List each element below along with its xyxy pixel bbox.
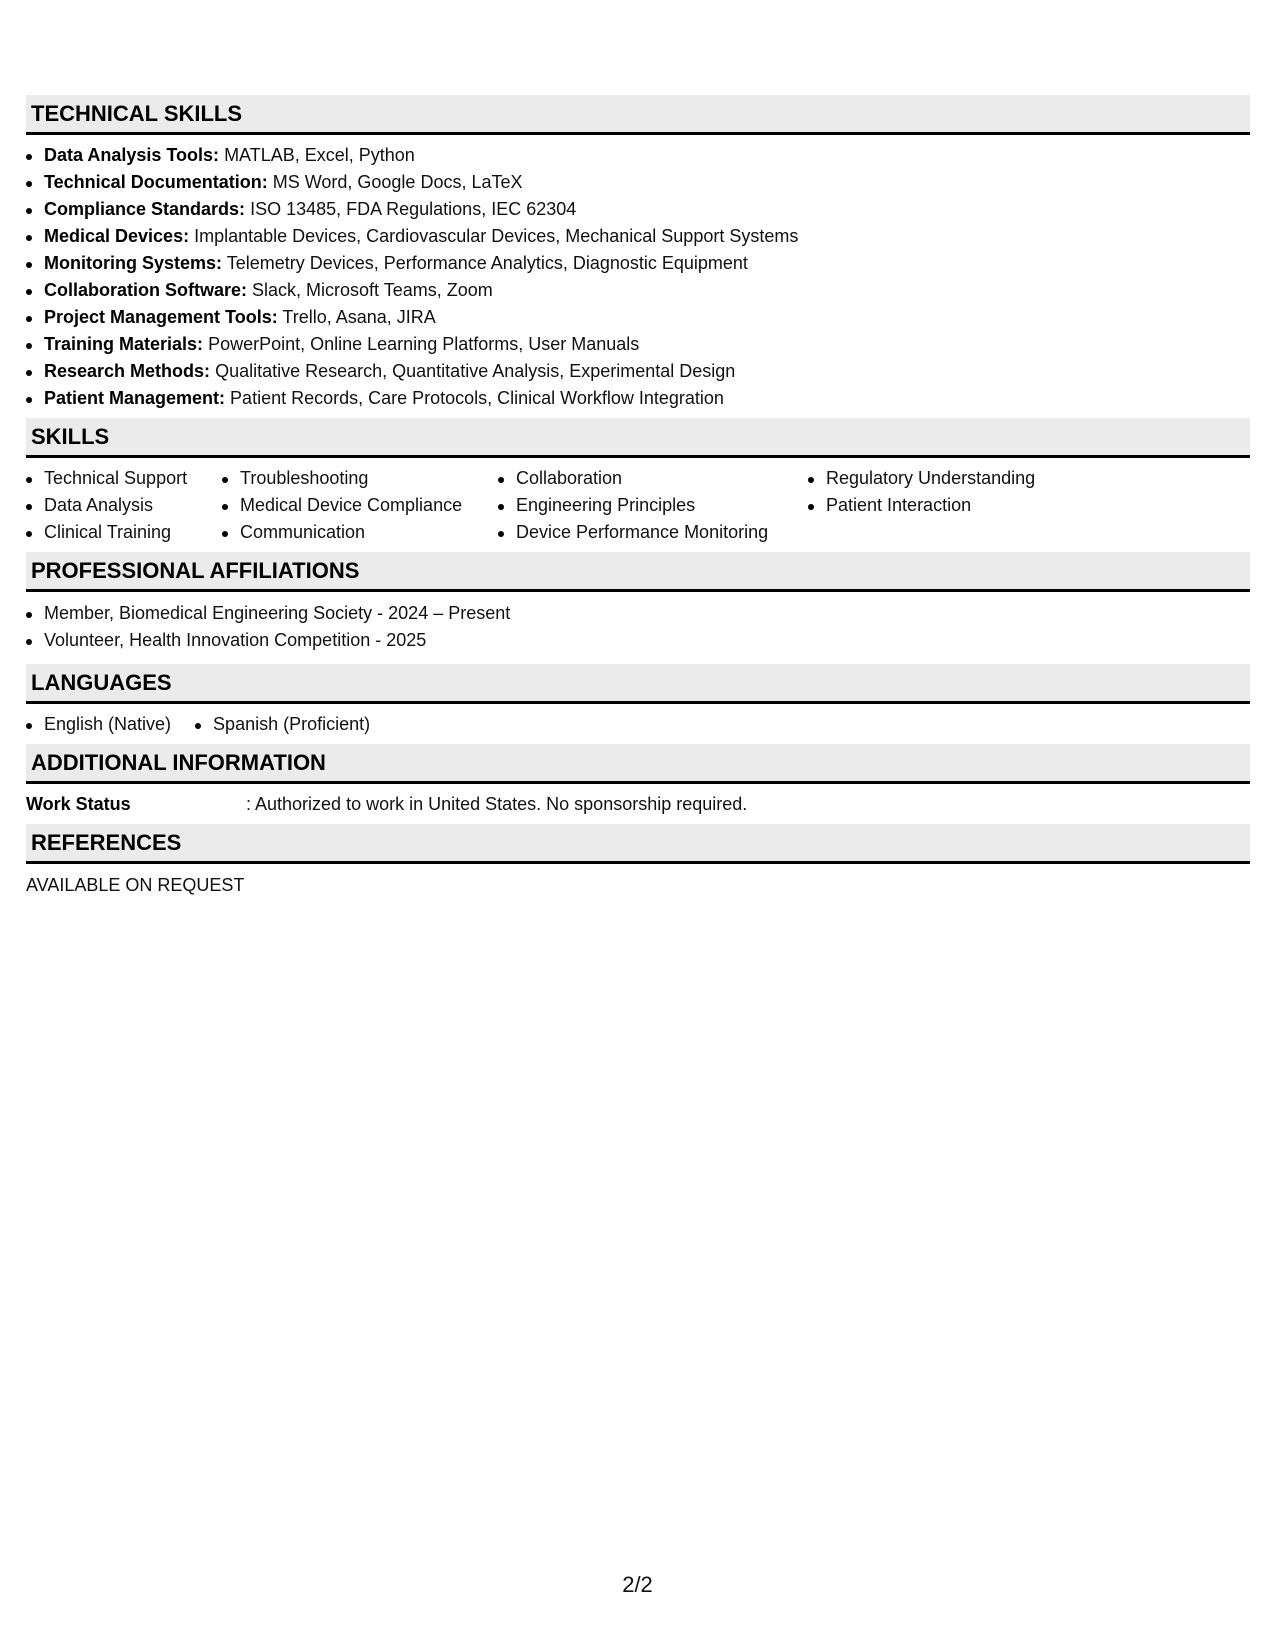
languages-list bbox=[26, 704, 1250, 744]
technical-skills-section bbox=[26, 95, 1250, 418]
list-item: Volunteer, Health Innovation Competition - 2025 bbox=[26, 627, 1250, 654]
affiliations-section bbox=[26, 552, 1250, 664]
skill-category-value: MATLAB, Excel, Python bbox=[224, 145, 415, 165]
skill-category-label: Project Management Tools: bbox=[44, 307, 278, 327]
skill-category-label: Monitoring Systems: bbox=[44, 253, 223, 273]
list-item bbox=[26, 385, 1250, 412]
page-number: 2/2 bbox=[622, 1572, 653, 1597]
technical-skills-heading: TECHNICAL SKILLS bbox=[26, 95, 1250, 135]
list-item bbox=[26, 223, 1250, 250]
references-section bbox=[26, 824, 1250, 899]
list-item: Engineering Principles bbox=[498, 492, 788, 519]
technical-skills-list bbox=[26, 135, 1250, 418]
list-item: Data Analysis bbox=[26, 492, 204, 519]
skill-category-label: Training Materials: bbox=[44, 334, 204, 354]
additional-info-heading: ADDITIONAL INFORMATION bbox=[26, 744, 1250, 784]
list-item bbox=[26, 142, 1250, 169]
skill-category-label: Compliance Standards: bbox=[44, 199, 246, 219]
skill-category-value: Patient Records, Care Protocols, Clinical Workflow Integration bbox=[230, 388, 724, 408]
skill-category-value: PowerPoint, Online Learning Platforms, User Manuals bbox=[208, 334, 640, 354]
skill-category-label: Medical Devices: bbox=[44, 226, 190, 246]
skill-category-value: Telemetry Devices, Performance Analytics, Diagnostic Equipment bbox=[226, 253, 748, 273]
list-item: Technical Support bbox=[26, 465, 204, 492]
list-item: Medical Device Compliance bbox=[222, 492, 478, 519]
references-text: AVAILABLE ON REQUEST bbox=[26, 875, 245, 895]
skill-category-value: ISO 13485, FDA Regulations, IEC 62304 bbox=[250, 199, 577, 219]
list-item: Device Performance Monitoring bbox=[498, 519, 788, 546]
languages-section bbox=[26, 664, 1250, 744]
skill-category-value: Slack, Microsoft Teams, Zoom bbox=[252, 280, 493, 300]
list-item: Regulatory Understanding bbox=[808, 465, 1068, 492]
skills-column bbox=[498, 465, 788, 546]
list-item bbox=[26, 331, 1250, 358]
list-item bbox=[26, 304, 1250, 331]
skill-category-value: Trello, Asana, JIRA bbox=[282, 307, 436, 327]
list-item bbox=[26, 277, 1250, 304]
skills-column bbox=[808, 465, 1068, 546]
skill-category-label: Collaboration Software: bbox=[44, 280, 248, 300]
affiliations-heading: PROFESSIONAL AFFILIATIONS bbox=[26, 552, 1250, 592]
skill-category-value: MS Word, Google Docs, LaTeX bbox=[272, 172, 523, 192]
skills-column bbox=[222, 465, 478, 546]
skills-heading: SKILLS bbox=[26, 418, 1250, 458]
list-item: Collaboration bbox=[498, 465, 788, 492]
skill-category-label: Technical Documentation: bbox=[44, 172, 268, 192]
list-item: Patient Interaction bbox=[808, 492, 1068, 519]
references-heading: REFERENCES bbox=[26, 824, 1250, 864]
work-status-label: Work Status bbox=[26, 794, 131, 814]
list-item bbox=[26, 358, 1250, 385]
work-status-value: : Authorized to work in United States. No sponsorship required. bbox=[246, 794, 748, 814]
skill-category-value: Implantable Devices, Cardiovascular Devices, Mechanical Support Systems bbox=[194, 226, 799, 246]
affiliations-list bbox=[26, 592, 1250, 664]
skill-category-label: Research Methods: bbox=[44, 361, 211, 381]
list-item: Troubleshooting bbox=[222, 465, 478, 492]
languages-heading: LANGUAGES bbox=[26, 664, 1250, 704]
list-item bbox=[26, 196, 1250, 223]
skills-section bbox=[26, 418, 1250, 552]
skills-column bbox=[26, 465, 204, 546]
additional-info-section bbox=[26, 744, 1250, 824]
resume-page-2 bbox=[26, 95, 1250, 899]
list-item: English (Native) bbox=[26, 711, 171, 738]
work-status-row bbox=[26, 784, 1250, 824]
list-item: Communication bbox=[222, 519, 478, 546]
list-item: Clinical Training bbox=[26, 519, 204, 546]
list-item: Member, Biomedical Engineering Society - 2024 – Present bbox=[26, 600, 1250, 627]
list-item: Spanish (Proficient) bbox=[195, 711, 370, 738]
skill-category-value: Qualitative Research, Quantitative Analysis, Experimental Design bbox=[215, 361, 736, 381]
skill-category-label: Patient Management: bbox=[44, 388, 226, 408]
skills-grid bbox=[26, 458, 1250, 552]
list-item bbox=[26, 250, 1250, 277]
list-item bbox=[26, 169, 1250, 196]
skill-category-label: Data Analysis Tools: bbox=[44, 145, 220, 165]
